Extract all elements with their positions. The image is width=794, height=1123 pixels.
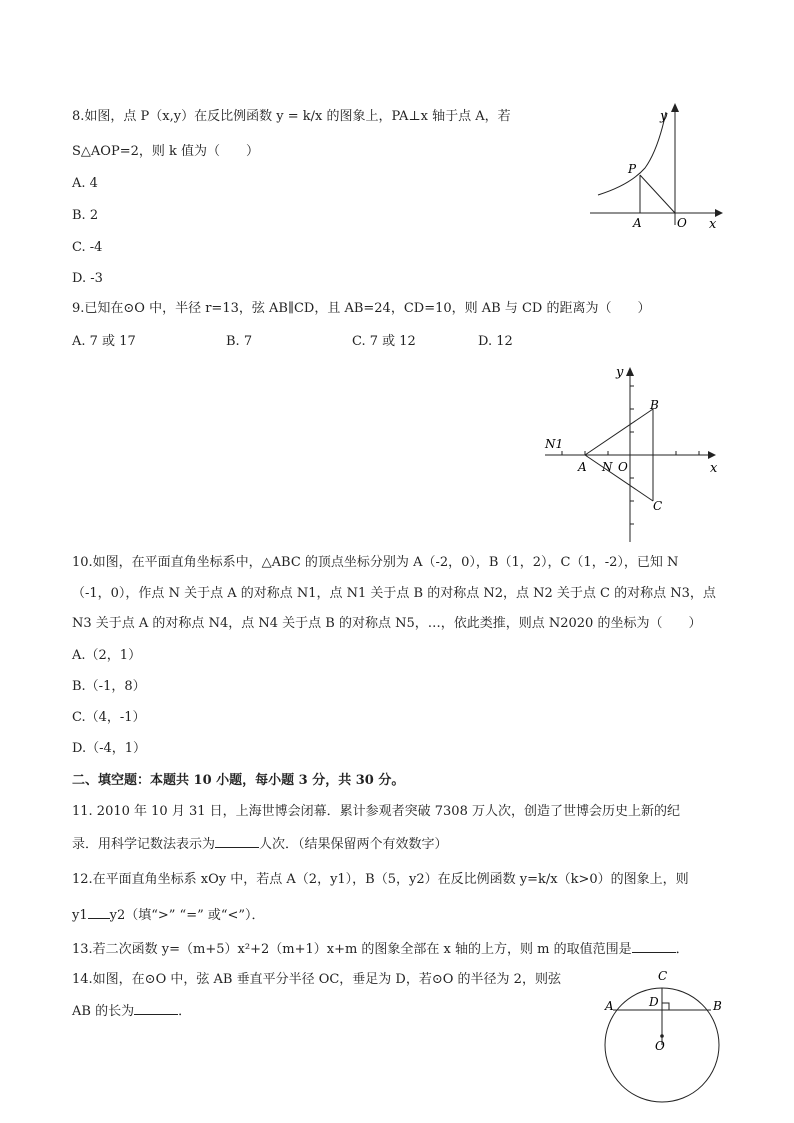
q8-x-arrow xyxy=(715,209,723,217)
q8-label-p: P xyxy=(628,162,637,176)
q8-label-o: O xyxy=(677,216,687,230)
q10-label-y: y xyxy=(616,365,624,380)
q14-answer-blank[interactable] xyxy=(134,1002,178,1015)
q12-stem-line2 xyxy=(72,906,265,925)
q8-label-a: A xyxy=(633,216,642,230)
q10-option-a: A.（2，1） xyxy=(72,648,142,663)
q8-stem-line1: 8.如图，点 P（x,y）在反比例函数 y = k/x 的图象上，PA⊥x 轴于点 A，若 xyxy=(72,109,511,124)
q12-y1: y1 xyxy=(72,908,88,923)
q10-stem-line3: N3 关于点 A 的对称点 N4，点 N4 关于点 B 的对称点 N5，…，依此类推，则点 N2020 的坐标为（ ） xyxy=(72,616,702,631)
q14-label-b: B xyxy=(713,999,722,1013)
q8-hyperbola-curve xyxy=(598,112,666,195)
q10-x-arrow xyxy=(708,451,716,459)
section-heading: 二、填空题：本题共 10 小题，每小题 3 分，共 30 分。 xyxy=(72,773,405,788)
q8-segment-po xyxy=(640,175,675,213)
q8-label-y: y xyxy=(660,109,668,124)
q10-label-n1: N1 xyxy=(545,437,564,451)
q14-label-o: O xyxy=(655,1039,665,1053)
q8-y-arrow xyxy=(671,103,679,112)
q10-side-ab xyxy=(585,409,653,455)
q10-label-a: A xyxy=(578,460,587,474)
q10-option-c: C.（4，-1） xyxy=(72,710,146,725)
q11-stem-line2-a: 录．用科学记数法表示为 xyxy=(72,837,216,852)
q8-option-a: A. 4 xyxy=(72,176,98,191)
q11-stem-line2 xyxy=(72,835,448,854)
q14-stem-line2-a: AB 的长为 xyxy=(72,1004,135,1019)
q9-option-c: C. 7 或 12 xyxy=(352,334,416,349)
q10-label-x: x xyxy=(710,461,718,476)
q14-figure xyxy=(600,965,730,1123)
q13-stem-text: 13.若二次函数 y=（m+5）x²+2（m+1）x+m 的图象全部在 x 轴的上方，则 m 的取值范围是 xyxy=(72,942,632,957)
q9-stem: 9.已知在⊙O 中，半径 r=13，弦 AB∥CD，且 AB=24，CD=10，则 AB 与 CD 的距离为（ ） xyxy=(72,301,651,316)
q9-option-a: A. 7 或 17 xyxy=(72,334,136,349)
q10-figure xyxy=(540,362,730,547)
q14-stem-line1: 14.如图，在⊙O 中，弦 AB 垂直平分半径 OC，垂足为 D，若⊙O 的半径为 2，则弦 xyxy=(72,972,561,987)
q12-stem-line1: 12.在平面直角坐标系 xOy 中，若点 A（2，y1），B（5，y2）在反比例函数 y=k/x（k>0）的图象上，则 xyxy=(72,872,689,887)
q12-y2-text: y2（填“>” “=” 或“<”）． xyxy=(109,908,265,923)
q10-y-arrow xyxy=(626,367,634,376)
q8-stem-line2: S△AOP=2，则 k 值为（ ） xyxy=(72,144,260,159)
q12-answer-blank[interactable] xyxy=(88,906,110,919)
q10-label-b: B xyxy=(650,398,659,412)
q8-label-x: x xyxy=(709,217,717,232)
q14-label-a: A xyxy=(605,999,614,1013)
q9-option-b: B. 7 xyxy=(226,334,253,349)
q13-answer-blank[interactable] xyxy=(632,940,676,953)
q10-option-d: D.（-4，1） xyxy=(72,741,147,756)
q9-option-d: D. 12 xyxy=(478,334,513,349)
q14-label-c: C xyxy=(658,969,668,983)
q13-stem: 13.若二次函数 y=（m+5）x²+2（m+1）x+m 的图象全部在 x 轴的上方，则 m 的取值范围是 ． xyxy=(72,942,689,957)
q14-point-o xyxy=(660,1034,664,1038)
q10-label-n: N xyxy=(602,460,613,474)
q11-stem-line1: 11. 2010 年 10 月 31 日，上海世博会闭幕．累计参观者突破 7308 万人次，创造了世博会历史上新的纪 xyxy=(72,804,680,819)
q10-stem-line2: （-1，0），作点 N 关于点 A 的对称点 N1，点 N1 关于点 B 的对称点 N2，点 N2 关于点 C 的对称点 N3，点 xyxy=(72,586,716,601)
q8-option-b: B. 2 xyxy=(72,208,99,223)
q10-label-o: O xyxy=(618,460,628,474)
q14-stem-line2: AB 的长为 ． xyxy=(72,1004,192,1019)
q8-option-d: D. -3 xyxy=(72,271,103,286)
q14-right-angle-mark xyxy=(662,1003,669,1010)
q14-label-d: D xyxy=(649,995,659,1009)
q10-option-b: B.（-1，8） xyxy=(72,679,146,694)
q10-stem-line1: 10.如图，在平面直角坐标系中，△ABC 的顶点坐标分别为 A（-2，0），B（1，2），C（1，-2），已知 N xyxy=(72,555,679,570)
q11-stem-line2-b: 人次．（结果保留两个有效数字） xyxy=(259,837,448,852)
q8-figure xyxy=(590,100,730,235)
q8-option-c: C. -4 xyxy=(72,240,103,255)
q11-answer-blank[interactable] xyxy=(215,835,259,848)
q10-label-c: C xyxy=(653,499,663,513)
